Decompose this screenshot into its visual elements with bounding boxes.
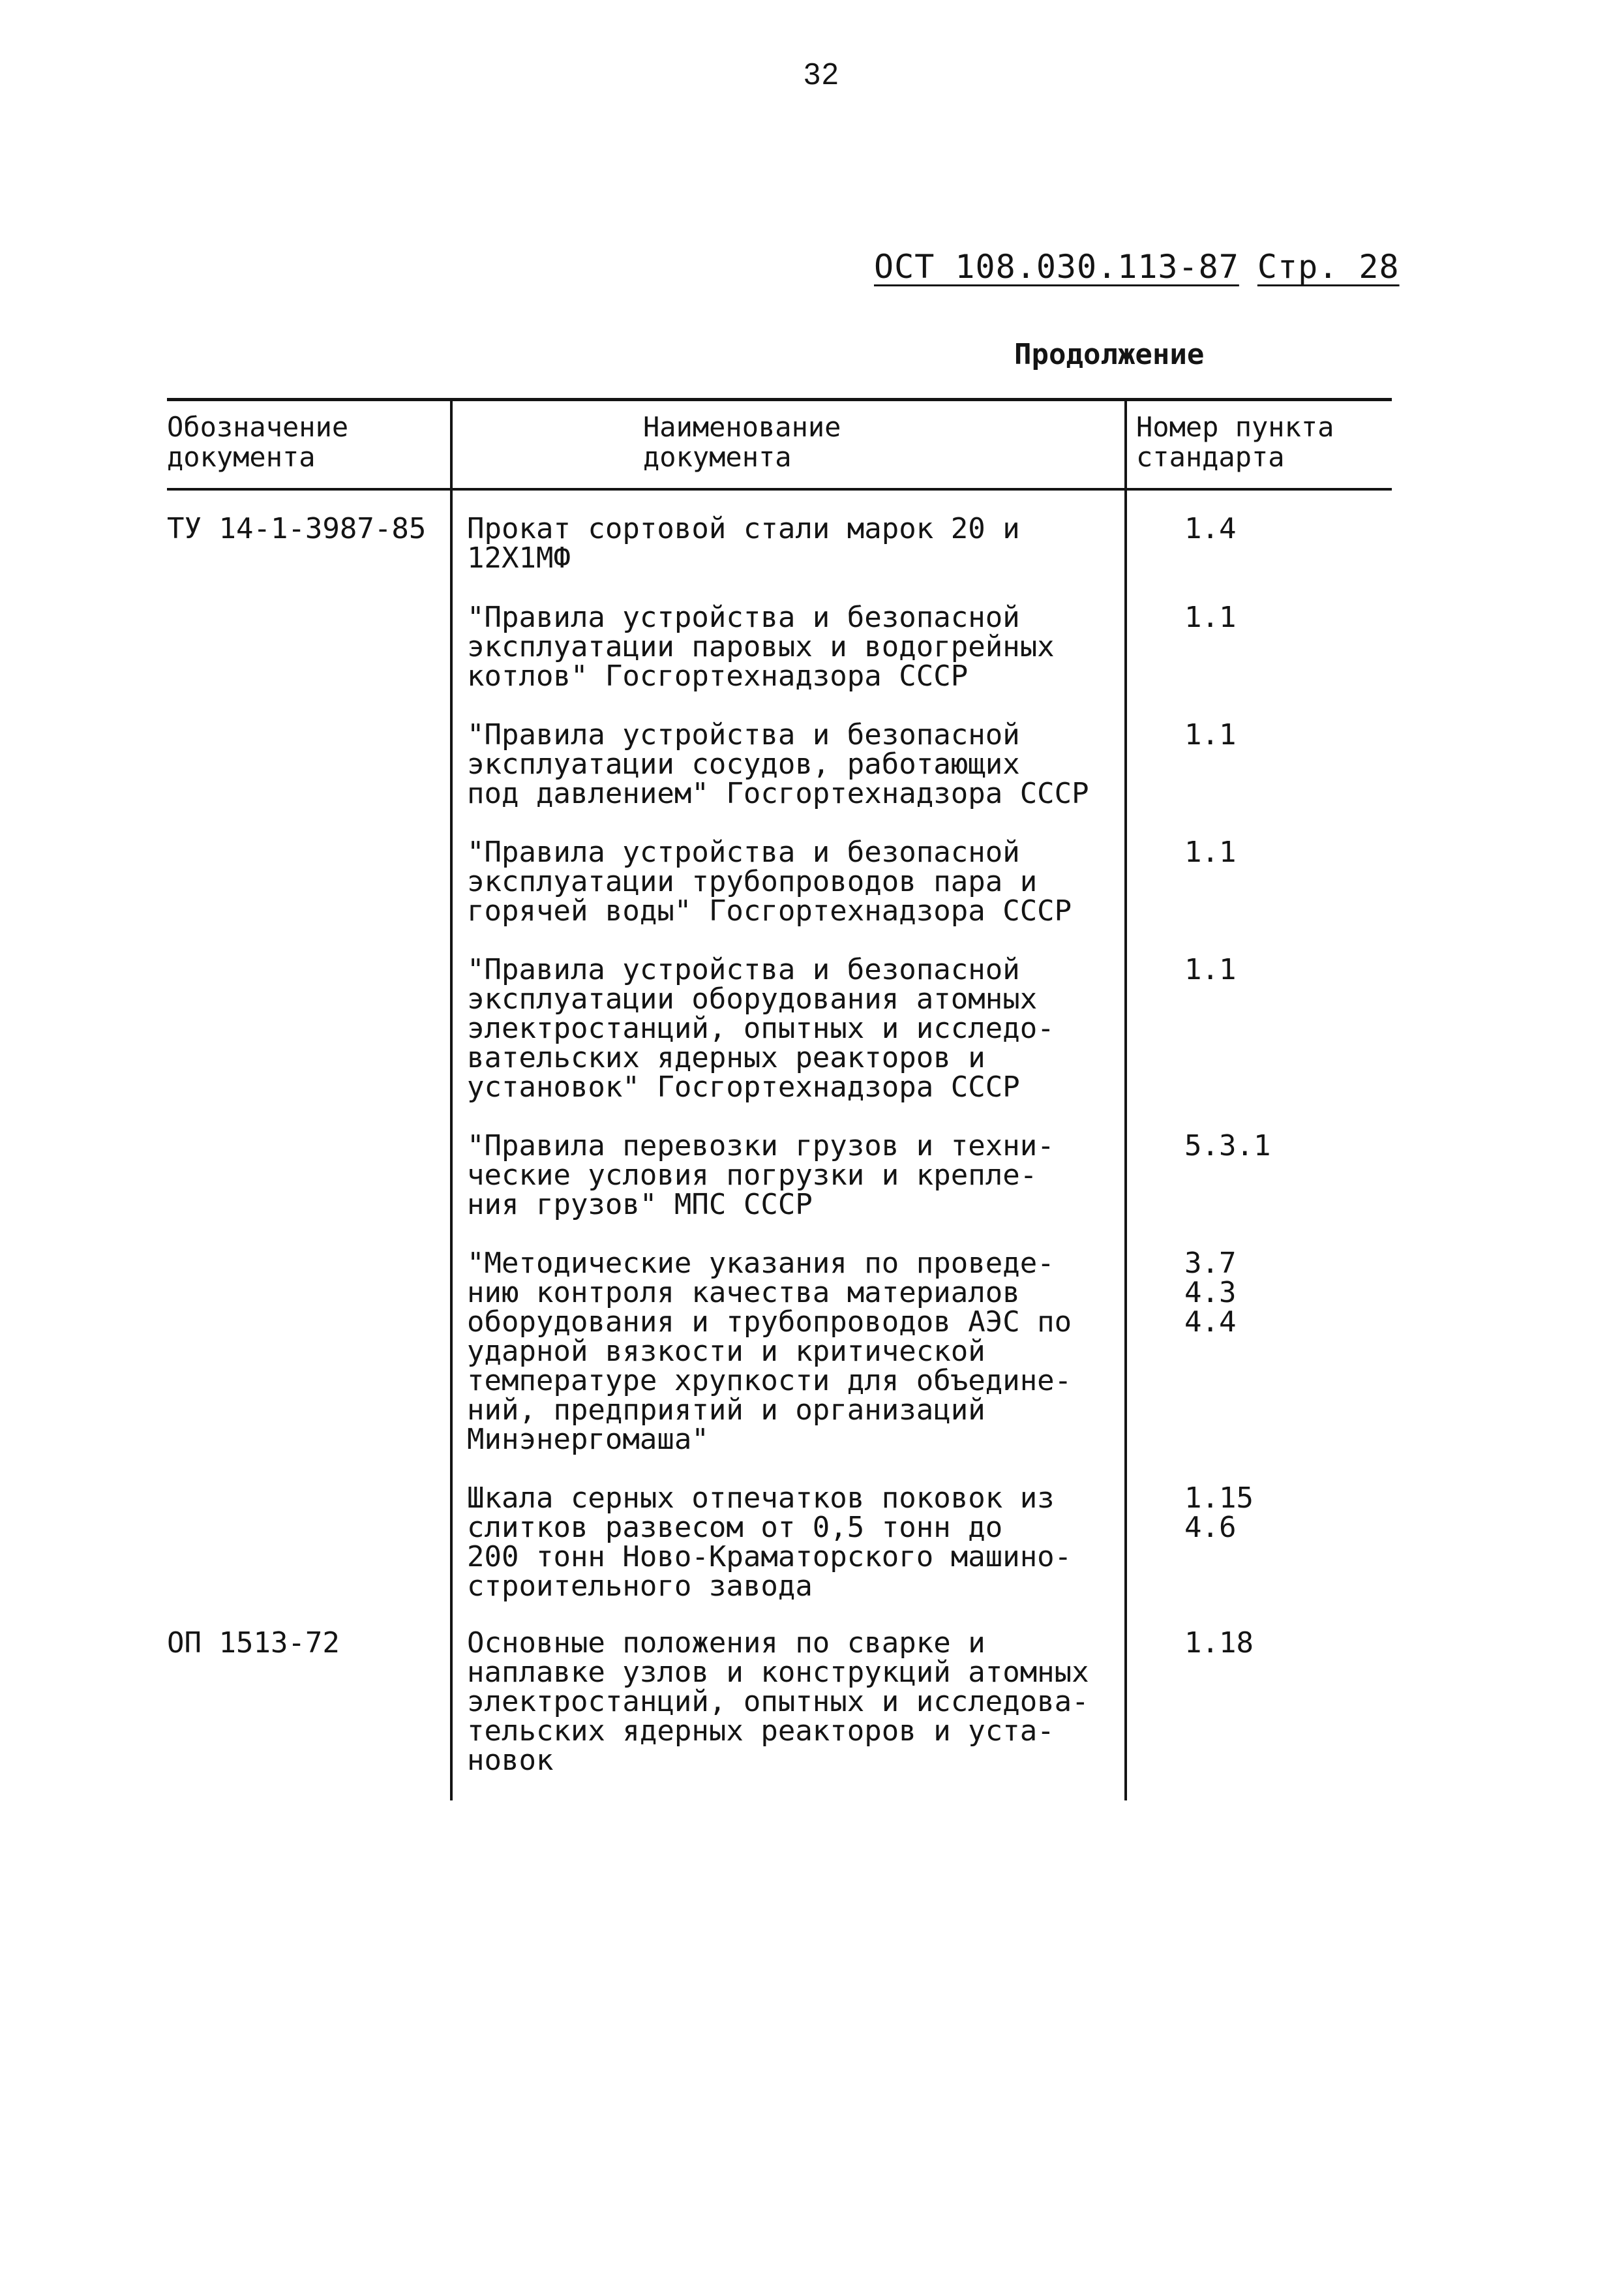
document-designation: ТУ 14-1-3987-85 (167, 512, 427, 545)
table-column-divider (1124, 398, 1127, 1800)
document-name: Прокат сортовой стали марок 20 и 12Х1МФ (467, 512, 1020, 575)
standard-clause: 1.4 (1184, 512, 1237, 545)
document-name: "Правила устройства и безопасной эксплуатации трубопроводов пара и горячей воды" Госгортехнадзора СССР (467, 836, 1072, 928)
standard-clause: 1.1 (1184, 836, 1237, 869)
standard-clause: 1.15 4.6 (1184, 1481, 1254, 1544)
table-top-rule (167, 398, 1392, 401)
document-header (874, 248, 1400, 286)
column-header-name: Наименование документа (643, 411, 841, 473)
standard-clause: 1.1 (1184, 953, 1237, 986)
page-number: 32 (804, 57, 840, 91)
document-name: "Правила перевозки грузов и техни- ческие условия погрузки и крепле- ния грузов" МПС СССР (467, 1129, 1055, 1221)
standard-clause: 1.1 (1184, 718, 1237, 751)
table-header-rule (167, 488, 1392, 491)
document-name: "Правила устройства и безопасной эксплуатации оборудования атомных электростанций, опытных и исследо- вательских ядерных реакторов и установок" Госгортехнадзора СССР (467, 953, 1055, 1104)
column-header-clause: Номер пункта стандарта (1136, 411, 1334, 473)
reference-documents-table (167, 398, 1392, 1800)
document-code: ОСТ 108.030.113-87 (874, 248, 1239, 286)
document-name: "Правила устройства и безопасной эксплуатации паровых и водогрейных котлов" Госгортехнадзора СССР (467, 601, 1055, 693)
standard-clause: 1.18 (1184, 1626, 1254, 1660)
document-name: "Правила устройства и безопасной эксплуатации сосудов, работающих под давлением" Госгортехнадзора СССР (467, 718, 1089, 810)
document-name: Шкала серных отпечатков поковок из слитков развесом от 0,5 тонн до 200 тонн Ново-Краматорского машино- строительного завода (467, 1481, 1072, 1603)
standard-clause: 1.1 (1184, 601, 1237, 634)
standard-clause: 3.7 4.3 4.4 (1184, 1247, 1237, 1339)
document-name: Основные положения по сварке и наплавке узлов и конструкций атомных электростанций, опытных и исследова- тельских ядерных реакторов и уста- новок (467, 1626, 1089, 1777)
document-page: Стр. 28 (1257, 248, 1400, 286)
standard-clause: 5.3.1 (1184, 1129, 1271, 1162)
table-column-divider (450, 398, 453, 1800)
continuation-label: Продолжение (1014, 338, 1205, 371)
document-name: "Методические указания по проведе- нию контроля качества материалов оборудования и трубопроводов АЭС по ударной вязкости и критической температуре хрупкости для объедине- ний, предприятий и организаций Минэнергомаша" (467, 1247, 1072, 1456)
column-header-designation: Обозначение документа (167, 411, 349, 473)
document-designation: ОП 1513-72 (167, 1626, 340, 1660)
